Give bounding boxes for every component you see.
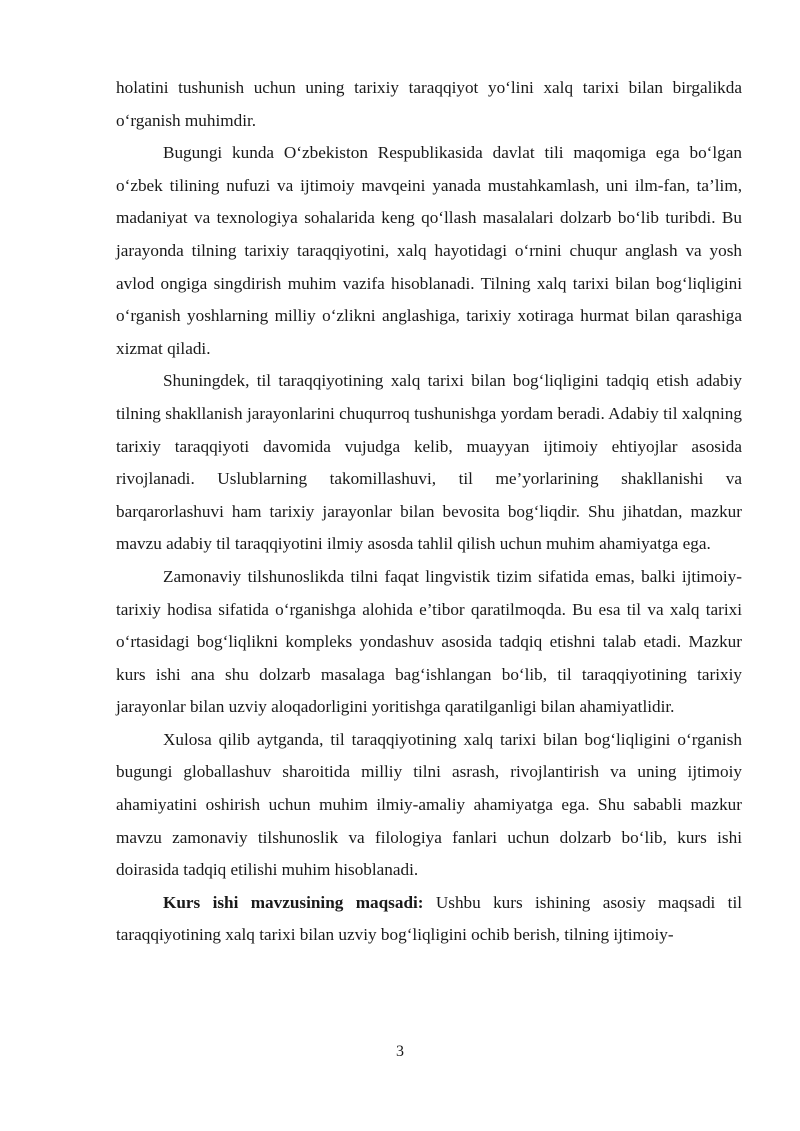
- paragraph-continuation: holatini tushunish uchun uning tarixiy taraqqiyot yo‘lini xalq tarixi bilan birgalikda o‘rganish muhimdir.: [116, 78, 742, 130]
- page-number: 3: [396, 1043, 404, 1060]
- paragraph-modern-linguistics: Zamonaviy tilshunoslikda tilni faqat lingvistik tizim sifatida emas, balki ijtimoiy-tarixiy hodisa sifatida o‘rganishga alohida e’tibor qaratilmoqda. Bu esa til va xalq tarixi o‘rtasidagi bog‘liqlikni kompleks yondashuv asosida tadqiq etishni talab etadi. Mazkur kurs ishi ana shu dolzarb masalaga bag‘ishlangan bo‘lib, til taraqqiyotining tarixiy jarayonlar bilan uzviy aloqadorligini yoritishga qaratilganligi bilan ahamiyatlidir.: [116, 566, 742, 717]
- paragraph-conclusion: Xulosa qilib aytganda, til taraqqiyotining xalq tarixi bilan bog‘liqligini o‘rganish bugungi globallashuv sharoitida milliy tilni asrash, rivojlantirish va uning ijtimoiy ahamiyatini oshirish uchun muhim ilmiy-amaliy ahamiyatga ega. Shu sababli mazkur mavzu zamonaviy tilshunoslik va filologiya fanlari uchun dolzarb bo‘lib, kurs ishi doirasida tadqiq etilishi muhim hisoblanadi.: [116, 729, 742, 880]
- course-goal-text: Ushbu kurs ishining asosiy maqsadi til taraqqiyotining xalq tarixi bilan uzviy bog‘liqligini ochib berish, tilning ijtimoiy-: [116, 892, 742, 945]
- paragraph-language-status: Bugungi kunda O‘zbekiston Respublikasida davlat tili maqomiga ega bo‘lgan o‘zbek tilining nufuzi va ijtimoiy mavqeini yanada mustahkamlash, uni ilm-fan, ta’lim, madaniyat va texnologiya sohalarida keng qo‘llash masalalari dolzarb bo‘lib turibdi. Bu jarayonda tilning tarixiy taraqqiyotini, xalq hayotidagi o‘rnini chuqur anglash va yosh avlod ongiga singdirish muhim vazifa hisoblanadi. Tilning xalq tarixi bilan bog‘liqligini o‘rganish yoshlarning milliy o‘zlikni anglashiga, tarixiy xotiraga hurmat bilan qarashiga xizmat qiladi.: [116, 143, 742, 358]
- body-text: [116, 72, 742, 952]
- paragraph-literary-language: Shuningdek, til taraqqiyotining xalq tarixi bilan bog‘liqligini tadqiq etish adabiy tilning shakllanish jarayonlarini chuqurroq tushunishga yordam beradi. Adabiy til xalqning tarixiy taraqqiyoti davomida vujudga kelib, muayyan ijtimoiy ehtiyojlar asosida rivojlanadi. Uslublarning takomillashuvi, til me’yorlarining shakllanishi va barqarorlashuvi ham tarixiy jarayonlar bilan bevosita bog‘liqdir. Shu jihatdan, mazkur mavzu adabiy til taraqqiyotini ilmiy asosda tahlil qilish uchun muhim ahamiyatga ega.: [116, 371, 742, 554]
- course-goal-heading: Kurs ishi mavzusining maqsadi:: [163, 892, 424, 912]
- paragraph-course-goal: [116, 887, 742, 952]
